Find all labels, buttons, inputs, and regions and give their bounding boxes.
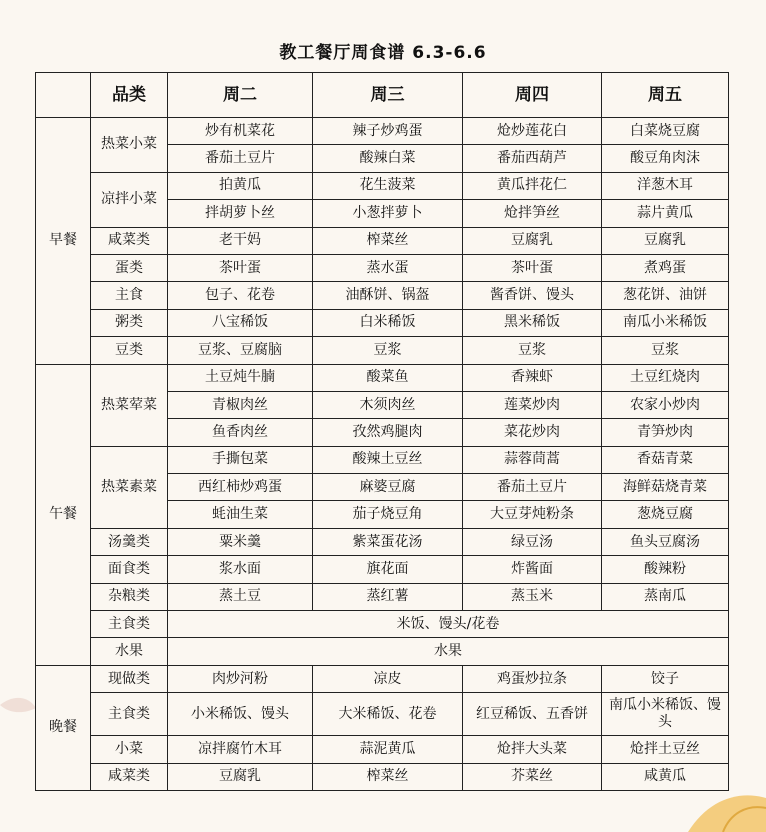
header-row — [36, 73, 729, 118]
decorative-leaf-icon — [668, 790, 766, 832]
dish-cell: 酸菜鱼 — [313, 364, 463, 391]
dish-cell: 木须肉丝 — [313, 391, 463, 418]
dish-cell: 榨菜丝 — [313, 763, 463, 790]
dish-cell: 农家小炒肉 — [602, 391, 729, 418]
dish-cell: 水果 — [168, 638, 729, 665]
dish-cell: 西红柿炒鸡蛋 — [168, 474, 313, 501]
category-label: 凉拌小菜 — [91, 172, 168, 227]
dish-cell: 大豆芽炖粉条 — [463, 501, 602, 528]
dish-cell: 绿豆汤 — [463, 528, 602, 555]
header-cell: 品类 — [91, 73, 168, 118]
dish-cell: 小米稀饭、馒头 — [168, 693, 313, 736]
dish-cell: 油酥饼、锅盔 — [313, 282, 463, 309]
dish-cell: 小葱拌萝卜 — [313, 200, 463, 227]
dish-cell: 豆浆、豆腐脑 — [168, 337, 313, 364]
dish-cell: 黄瓜拌花仁 — [463, 172, 602, 199]
dish-cell: 葱烧豆腐 — [602, 501, 729, 528]
dish-cell: 青笋炒肉 — [602, 419, 729, 446]
dish-cell: 洋葱木耳 — [602, 172, 729, 199]
dish-cell: 蒜片黄瓜 — [602, 200, 729, 227]
dish-cell: 炝炒莲花白 — [463, 118, 602, 145]
dish-cell: 豆腐乳 — [168, 763, 313, 790]
dish-cell: 凉皮 — [313, 665, 463, 692]
dish-cell: 芥菜丝 — [463, 763, 602, 790]
dish-cell: 黑米稀饭 — [463, 309, 602, 336]
table-row — [36, 763, 729, 790]
category-label: 热菜荤菜 — [91, 364, 168, 446]
category-label: 热菜素菜 — [91, 446, 168, 528]
dish-cell: 菜花炒肉 — [463, 419, 602, 446]
dish-cell: 茄子烧豆角 — [313, 501, 463, 528]
dish-cell: 葱花饼、油饼 — [602, 282, 729, 309]
dish-cell: 饺子 — [602, 665, 729, 692]
header-cell: 周四 — [463, 73, 602, 118]
table-row — [36, 665, 729, 692]
table-row — [36, 364, 729, 391]
dish-cell: 蒸玉米 — [463, 583, 602, 610]
dish-cell: 花生菠菜 — [313, 172, 463, 199]
category-label: 面食类 — [91, 556, 168, 583]
dish-cell: 手撕包菜 — [168, 446, 313, 473]
dish-cell: 包子、花卷 — [168, 282, 313, 309]
category-label: 现做类 — [91, 665, 168, 692]
dish-cell: 蒜蓉茼蒿 — [463, 446, 602, 473]
category-label: 主食 — [91, 282, 168, 309]
category-label: 粥类 — [91, 309, 168, 336]
category-label: 小菜 — [91, 736, 168, 763]
table-row — [36, 254, 729, 281]
dish-cell: 香菇青菜 — [602, 446, 729, 473]
dish-cell: 酱香饼、馒头 — [463, 282, 602, 309]
dish-cell: 米饭、馒头/花卷 — [168, 611, 729, 638]
dish-cell: 茶叶蛋 — [463, 254, 602, 281]
weekly-menu-table — [35, 72, 729, 791]
category-label: 蛋类 — [91, 254, 168, 281]
category-label: 主食类 — [91, 693, 168, 736]
decorative-leaf-icon — [0, 690, 40, 720]
table-row — [36, 118, 729, 145]
dish-cell: 炝拌大头菜 — [463, 736, 602, 763]
dish-cell: 老干妈 — [168, 227, 313, 254]
category-label: 热菜小菜 — [91, 118, 168, 173]
dish-cell: 炒有机菜花 — [168, 118, 313, 145]
category-label: 汤羹类 — [91, 528, 168, 555]
dish-cell: 孜然鸡腿肉 — [313, 419, 463, 446]
dish-cell: 煮鸡蛋 — [602, 254, 729, 281]
dish-cell: 大米稀饭、花卷 — [313, 693, 463, 736]
dish-cell: 豆腐乳 — [602, 227, 729, 254]
category-label: 咸菜类 — [91, 227, 168, 254]
dish-cell: 土豆炖牛腩 — [168, 364, 313, 391]
table-row — [36, 528, 729, 555]
dish-cell: 粟米羹 — [168, 528, 313, 555]
dish-cell: 蒸红薯 — [313, 583, 463, 610]
dish-cell: 拌胡萝卜丝 — [168, 200, 313, 227]
dish-cell: 鱼香肉丝 — [168, 419, 313, 446]
dish-cell: 蒸南瓜 — [602, 583, 729, 610]
corner-cell — [36, 73, 91, 118]
dish-cell: 青椒肉丝 — [168, 391, 313, 418]
header-cell: 周三 — [313, 73, 463, 118]
dish-cell: 豆浆 — [463, 337, 602, 364]
dish-cell: 蒜泥黄瓜 — [313, 736, 463, 763]
table-row — [36, 638, 729, 665]
dish-cell: 南瓜小米稀饭、馒头 — [602, 693, 729, 736]
dish-cell: 蒸土豆 — [168, 583, 313, 610]
dish-cell: 炝拌土豆丝 — [602, 736, 729, 763]
dish-cell: 炸酱面 — [463, 556, 602, 583]
dish-cell: 咸黄瓜 — [602, 763, 729, 790]
dish-cell: 豆浆 — [602, 337, 729, 364]
table-row — [36, 693, 729, 736]
dish-cell: 酸辣土豆丝 — [313, 446, 463, 473]
dish-cell: 番茄土豆片 — [463, 474, 602, 501]
table-row — [36, 583, 729, 610]
dish-cell: 紫菜蛋花汤 — [313, 528, 463, 555]
meal-label: 午餐 — [36, 364, 91, 665]
category-label: 水果 — [91, 638, 168, 665]
dish-cell: 海鲜菇烧青菜 — [602, 474, 729, 501]
dish-cell: 旗花面 — [313, 556, 463, 583]
meal-label: 早餐 — [36, 118, 91, 365]
dish-cell: 麻婆豆腐 — [313, 474, 463, 501]
dish-cell: 鱼头豆腐汤 — [602, 528, 729, 555]
page-title: 教工餐厅周食谱 6.3-6.6 — [279, 43, 487, 63]
category-label: 杂粮类 — [91, 583, 168, 610]
table-row — [36, 611, 729, 638]
table-row — [36, 309, 729, 336]
dish-cell: 番茄西葫芦 — [463, 145, 602, 172]
dish-cell: 鸡蛋炒拉条 — [463, 665, 602, 692]
dish-cell: 红豆稀饭、五香饼 — [463, 693, 602, 736]
table-row — [36, 227, 729, 254]
dish-cell: 南瓜小米稀饭 — [602, 309, 729, 336]
header-cell: 周二 — [168, 73, 313, 118]
header-cell: 周五 — [602, 73, 729, 118]
dish-cell: 拍黄瓜 — [168, 172, 313, 199]
table-row — [36, 446, 729, 473]
dish-cell: 豆浆 — [313, 337, 463, 364]
dish-cell: 榨菜丝 — [313, 227, 463, 254]
dish-cell: 凉拌腐竹木耳 — [168, 736, 313, 763]
dish-cell: 酸豆角肉沫 — [602, 145, 729, 172]
category-label: 豆类 — [91, 337, 168, 364]
table-row — [36, 172, 729, 199]
category-label: 咸菜类 — [91, 763, 168, 790]
dish-cell: 莲菜炒肉 — [463, 391, 602, 418]
table-row — [36, 736, 729, 763]
dish-cell: 炝拌笋丝 — [463, 200, 602, 227]
dish-cell: 辣子炒鸡蛋 — [313, 118, 463, 145]
dish-cell: 白菜烧豆腐 — [602, 118, 729, 145]
dish-cell: 蚝油生菜 — [168, 501, 313, 528]
dish-cell: 酸辣白菜 — [313, 145, 463, 172]
dish-cell: 八宝稀饭 — [168, 309, 313, 336]
dish-cell: 蒸水蛋 — [313, 254, 463, 281]
meal-label: 晚餐 — [36, 665, 91, 790]
dish-cell: 肉炒河粉 — [168, 665, 313, 692]
dish-cell: 浆水面 — [168, 556, 313, 583]
dish-cell: 土豆红烧肉 — [602, 364, 729, 391]
dish-cell: 茶叶蛋 — [168, 254, 313, 281]
category-label: 主食类 — [91, 611, 168, 638]
dish-cell: 白米稀饭 — [313, 309, 463, 336]
dish-cell: 豆腐乳 — [463, 227, 602, 254]
dish-cell: 番茄土豆片 — [168, 145, 313, 172]
dish-cell: 酸辣粉 — [602, 556, 729, 583]
dish-cell: 香辣虾 — [463, 364, 602, 391]
table-row — [36, 337, 729, 364]
table-row — [36, 556, 729, 583]
table-row — [36, 282, 729, 309]
